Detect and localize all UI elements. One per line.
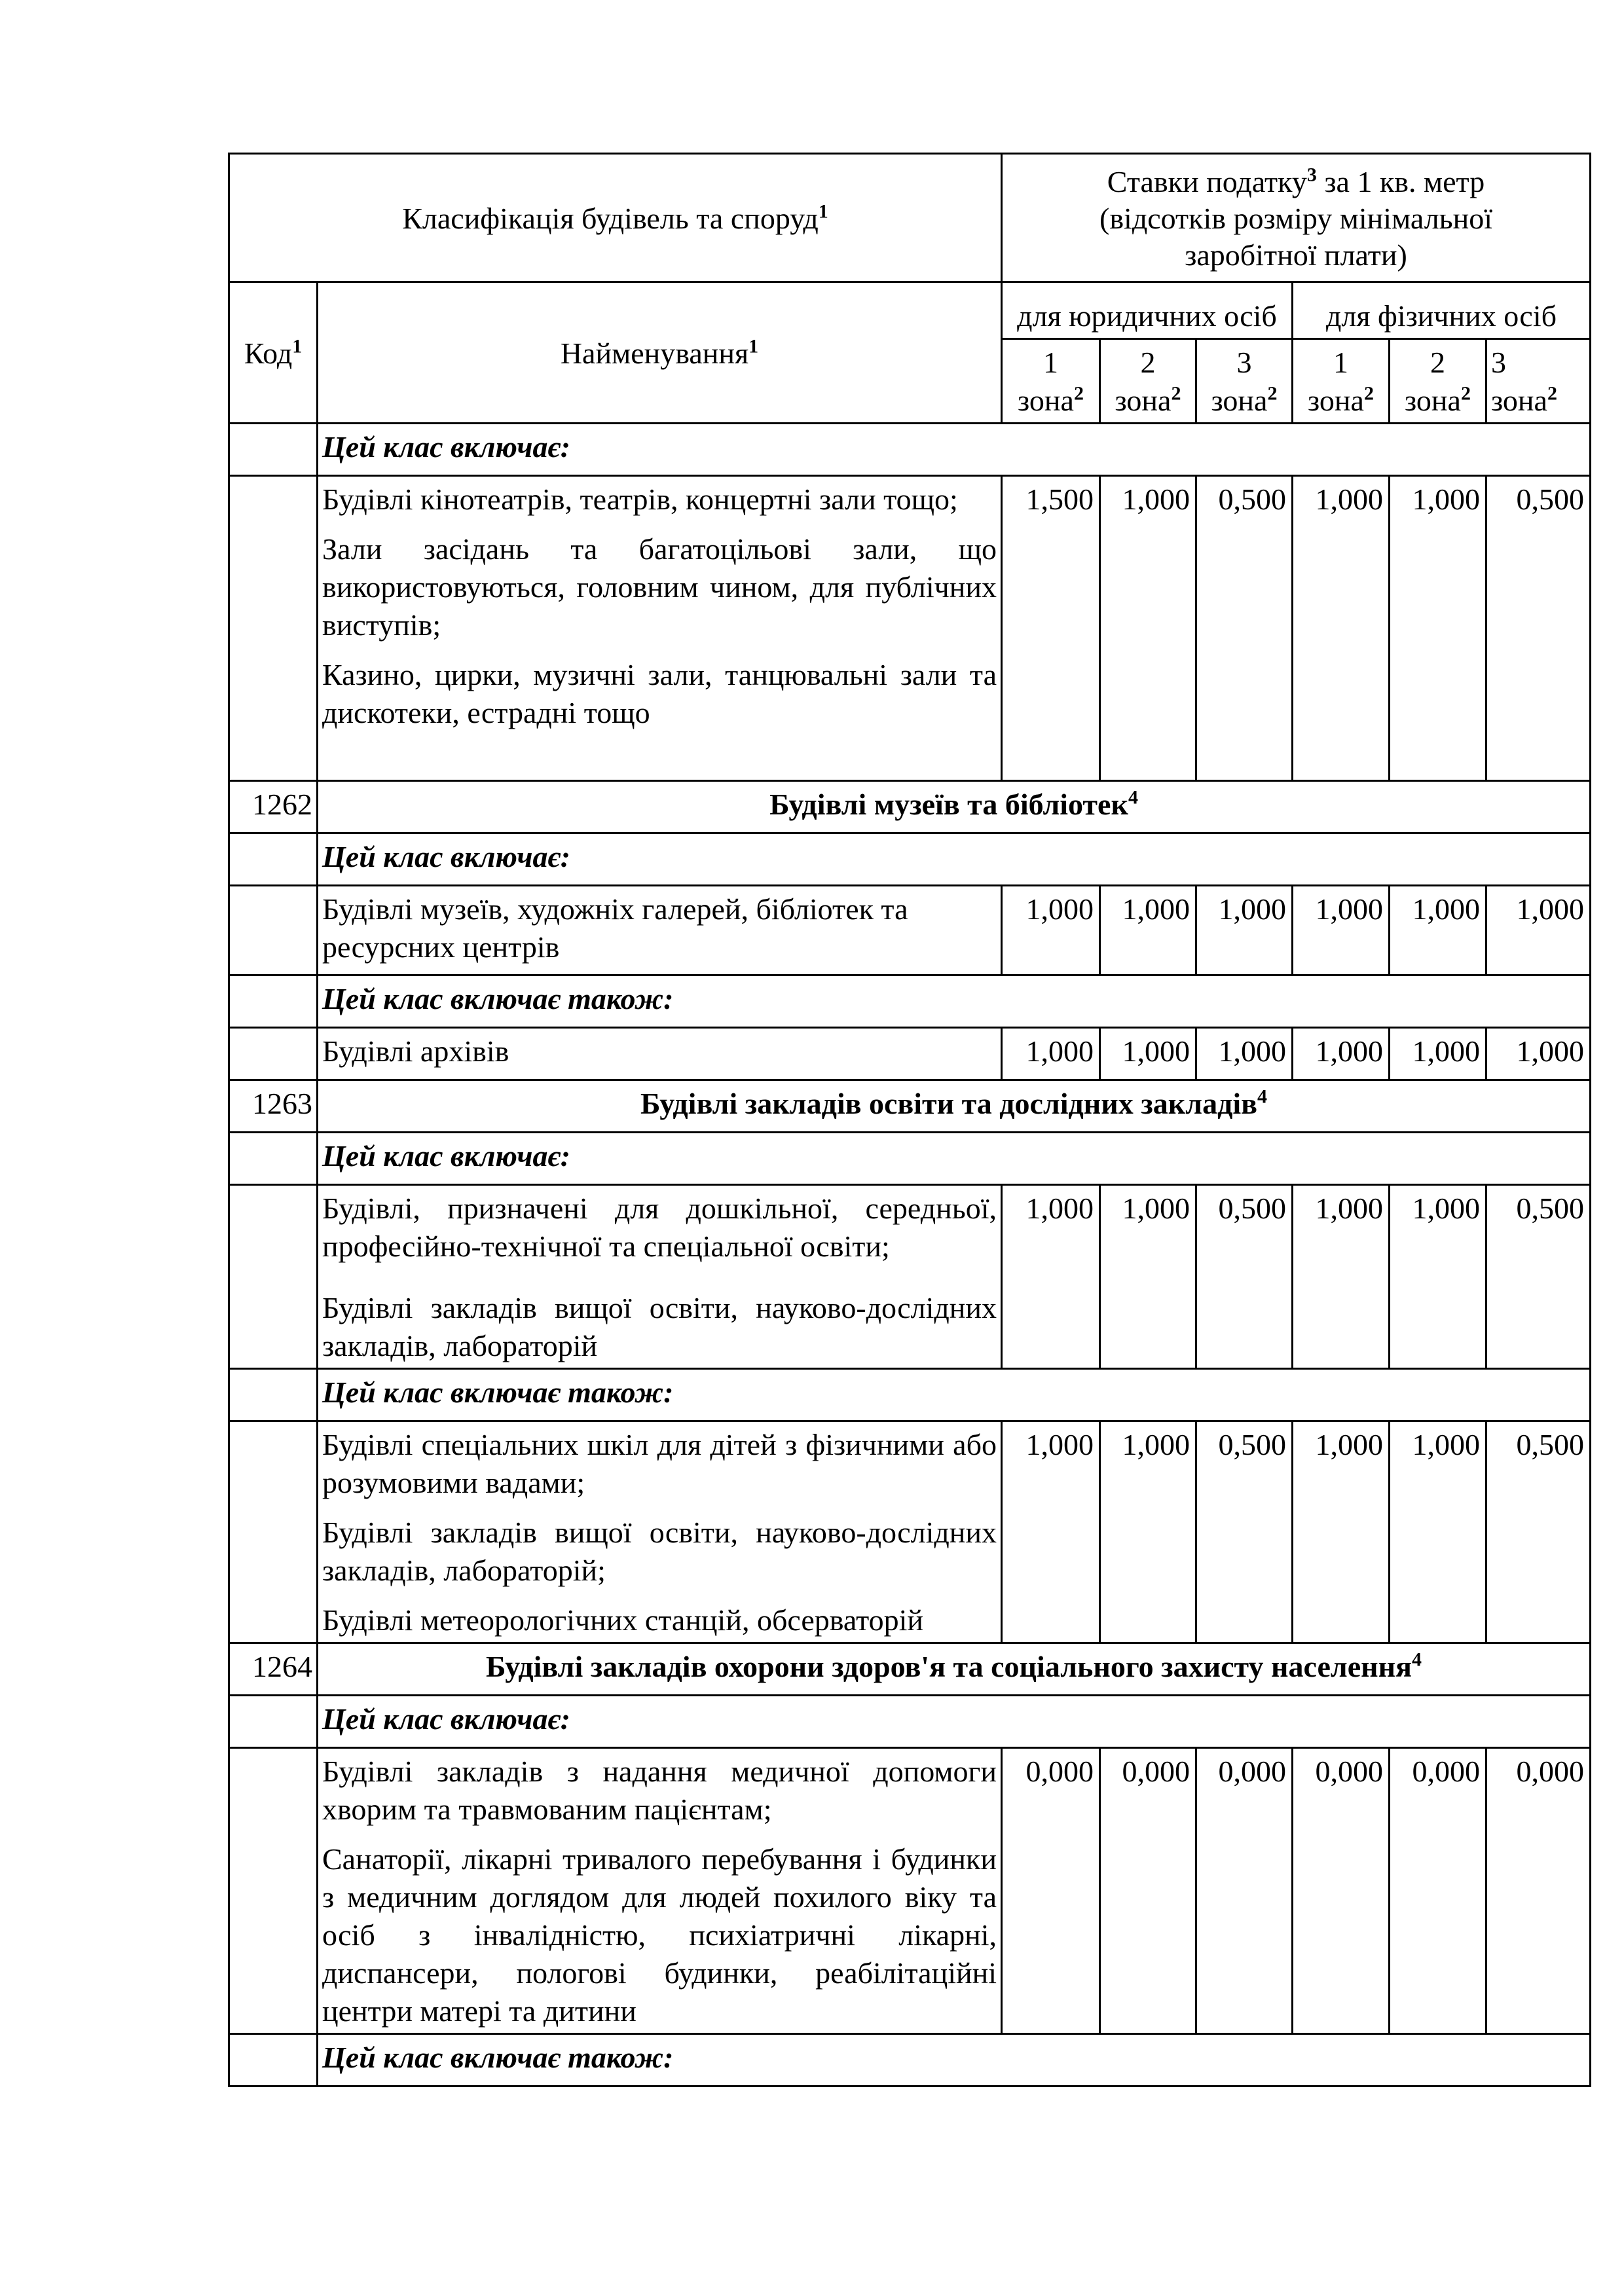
includes-also-row [229, 1369, 1591, 1421]
item-text: Будівлі спеціальних шкіл для дітей з фізичними або розумовими вадами; [322, 1428, 997, 1499]
zone-1-individual: 1 зона$^2$ [1293, 339, 1390, 424]
class-title: Будівлі закладів охорони здоров'я та соціального захисту населення$^4$ [318, 1643, 1591, 1696]
rate-cell: 1,000 [1002, 1185, 1100, 1369]
class-heading-row [229, 1080, 1591, 1133]
rates-header: Ставки податку$^3$ за 1 кв. метр (відсотків розміру мінімальної заробітної плати) [1002, 154, 1591, 282]
zone-2-legal: 2 зона$^2$ [1100, 339, 1196, 424]
includes-also-label: Цей клас включає також: [318, 2034, 1591, 2086]
rate-cell: 1,000 [1100, 1185, 1196, 1369]
class-heading-row [229, 781, 1591, 833]
rate-cell: 0,500 [1196, 1421, 1293, 1643]
rate-cell: 1,000 [1100, 1028, 1196, 1080]
rate-cell: 1,000 [1100, 476, 1196, 781]
rate-cell: 0,500 [1486, 476, 1591, 781]
rate-cell: 1,000 [1486, 1028, 1591, 1080]
code-cell [229, 1369, 318, 1421]
table-row [229, 1748, 1591, 2034]
item-text: Будівлі музеїв, художніх галерей, бібліотек та ресурсних центрів [322, 892, 908, 964]
rate-cell: 1,000 [1390, 1028, 1486, 1080]
rate-cell: 1,000 [1486, 886, 1591, 975]
code-cell [229, 424, 318, 476]
rate-cell: 1,000 [1002, 1028, 1100, 1080]
code-header: Код$^1$ [229, 282, 318, 424]
item-text: Санаторії, лікарні тривалого перебування і будинки з медичним доглядом для людей похилого віку та осіб з інвалідністю, психіатричні лікарні, диспансери, пологові будинки, реабілітаційні центри матері та дитини [322, 1842, 997, 2028]
item-text: Зали засідань та багатоцільові зали, що використовуються, головним чином, для публічних виступів; [322, 532, 997, 642]
rate-cell: 1,000 [1293, 1185, 1390, 1369]
item-text: Будівлі метеорологічних станцій, обсерваторій [322, 1603, 923, 1637]
items-cell [318, 1421, 1002, 1643]
rate-cell: 0,000 [1196, 1748, 1293, 2034]
class-title: Будівлі закладів освіти та дослідних закладів$^4$ [318, 1080, 1591, 1133]
header-row-2 [229, 282, 1591, 339]
code-cell [229, 1185, 318, 1369]
code-cell [229, 476, 318, 781]
table-row [229, 1028, 1591, 1080]
code-cell [229, 1748, 318, 2034]
rate-cell: 1,000 [1390, 476, 1486, 781]
code-cell [229, 975, 318, 1028]
tax-rates-table [228, 153, 1591, 2087]
rate-cell: 0,000 [1390, 1748, 1486, 2034]
includes-row [229, 1696, 1591, 1748]
includes-also-row [229, 2034, 1591, 2086]
rate-cell: 1,000 [1002, 886, 1100, 975]
zone-2-individual: 2 зона$^2$ [1390, 339, 1486, 424]
individuals-header: для фізичних осіб [1293, 282, 1591, 339]
rate-cell: 1,000 [1293, 1421, 1390, 1643]
includes-label: Цей клас включає: [318, 1696, 1591, 1748]
code-cell [229, 1421, 318, 1643]
rate-cell: 0,500 [1196, 1185, 1293, 1369]
item-text: Будівлі закладів вищої освіти, науково-дослідних закладів, лабораторій; [322, 1516, 997, 1587]
legal-entities-header: для юридичних осіб [1002, 282, 1293, 339]
includes-label: Цей клас включає: [318, 1133, 1591, 1185]
class-title: Будівлі музеїв та бібліотек$^4$ [318, 781, 1591, 833]
includes-label: Цей клас включає: [318, 833, 1591, 886]
code-cell [229, 2034, 318, 2086]
includes-also-label: Цей клас включає також: [318, 1369, 1591, 1421]
class-code: 1262 [229, 781, 318, 833]
rate-cell: 1,000 [1293, 1028, 1390, 1080]
rate-cell: 1,000 [1196, 1028, 1293, 1080]
class-code: 1263 [229, 1080, 318, 1133]
items-cell [318, 886, 1002, 975]
items-cell [318, 476, 1002, 781]
item-text: Будівлі закладів вищої освіти, науково-дослідних закладів, лабораторій [322, 1291, 997, 1362]
rate-cell: 0,500 [1486, 1421, 1591, 1643]
rate-cell: 1,000 [1196, 886, 1293, 975]
includes-also-row [229, 975, 1591, 1028]
rate-cell: 1,000 [1390, 1421, 1486, 1643]
rate-cell: 1,500 [1002, 476, 1100, 781]
rate-cell: 1,000 [1390, 886, 1486, 975]
rate-cell: 1,000 [1100, 886, 1196, 975]
item-text: Будівлі закладів з надання медичної допомоги хворим та травмованим пацієнтам; [322, 1755, 997, 1826]
zone-1-legal: 1 зона$^2$ [1002, 339, 1100, 424]
name-header: Найменування$^1$ [318, 282, 1002, 424]
rate-cell: 0,000 [1293, 1748, 1390, 2034]
code-cell [229, 833, 318, 886]
class-code: 1264 [229, 1643, 318, 1696]
zone-3-legal: 3 зона$^2$ [1196, 339, 1293, 424]
zone-3-individual: 3 зона$^2$ [1486, 339, 1591, 424]
rate-cell: 1,000 [1390, 1185, 1486, 1369]
code-cell [229, 886, 318, 975]
item-text: Будівлі, призначені для дошкільної, середньої, професійно-технічної та спеціальної освіти; [322, 1192, 997, 1263]
item-text: Будівлі архівів [322, 1034, 509, 1068]
includes-also-label: Цей клас включає також: [318, 975, 1591, 1028]
table-row [229, 1185, 1591, 1369]
includes-row [229, 833, 1591, 886]
code-cell [229, 1133, 318, 1185]
items-cell [318, 1748, 1002, 2034]
table-row [229, 1421, 1591, 1643]
rate-cell: 1,000 [1293, 886, 1390, 975]
header-row-1 [229, 154, 1591, 282]
rate-cell: 0,500 [1196, 476, 1293, 781]
includes-row [229, 424, 1591, 476]
items-cell [318, 1028, 1002, 1080]
includes-row [229, 1133, 1591, 1185]
table-row [229, 886, 1591, 975]
code-cell [229, 1028, 318, 1080]
items-cell [318, 1185, 1002, 1369]
rate-cell: 1,000 [1002, 1421, 1100, 1643]
rate-cell: 0,500 [1486, 1185, 1591, 1369]
class-heading-row [229, 1643, 1591, 1696]
rate-cell: 0,000 [1002, 1748, 1100, 2034]
rate-cell: 0,000 [1100, 1748, 1196, 2034]
table-row [229, 476, 1591, 781]
rate-cell: 1,000 [1293, 476, 1390, 781]
classification-header: Класифікація будівель та споруд$^1$ [229, 154, 1002, 282]
item-text: Казино, цирки, музичні зали, танцювальні зали та дискотеки, естрадні тощо [322, 658, 997, 729]
rate-cell: 1,000 [1100, 1421, 1196, 1643]
code-cell [229, 1696, 318, 1748]
item-text: Будівлі кінотеатрів, театрів, концертні зали тощо; [322, 483, 958, 516]
includes-label: Цей клас включає: [318, 424, 1591, 476]
rate-cell: 0,000 [1486, 1748, 1591, 2034]
